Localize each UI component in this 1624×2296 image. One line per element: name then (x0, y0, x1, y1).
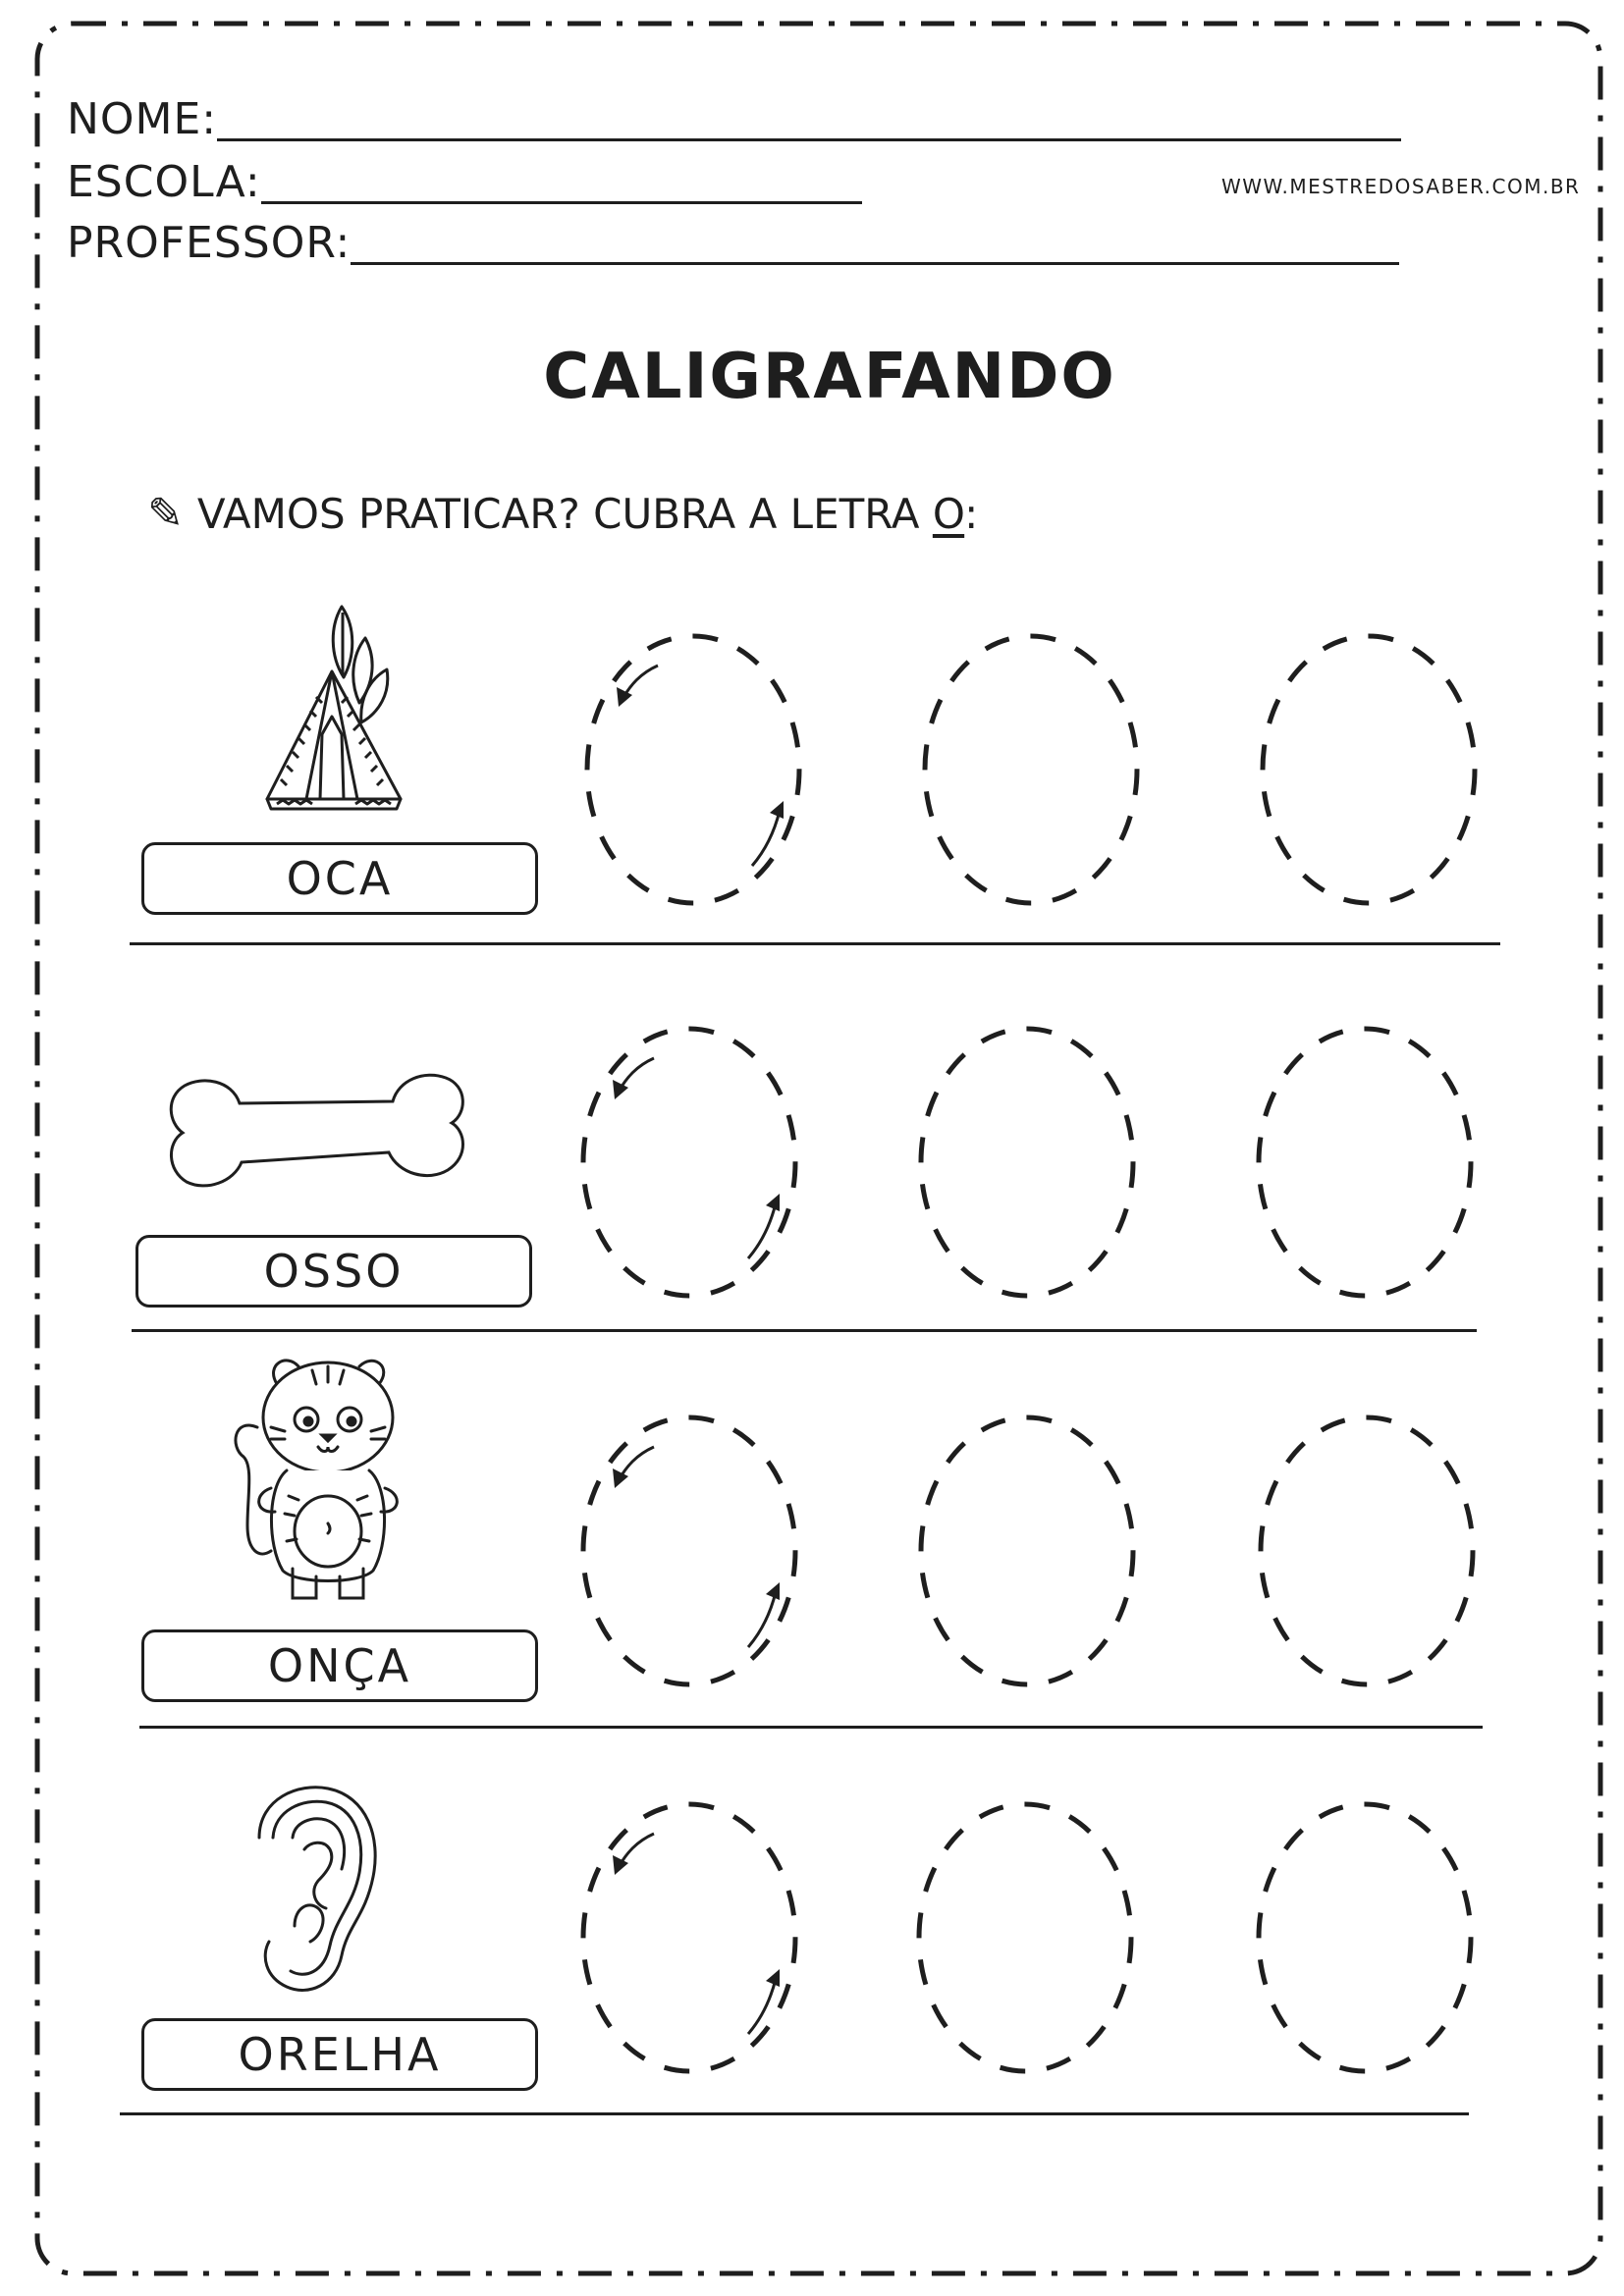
word-box-onca: ONÇA (141, 1629, 538, 1702)
instruction-letter: O (932, 490, 965, 538)
name-label: NOME: (67, 94, 218, 144)
bone-icon (163, 1072, 473, 1200)
trace-letter-o-guided[interactable] (558, 1406, 813, 1700)
school-field[interactable] (67, 157, 862, 207)
word-box-orelha: ORELHA (141, 2018, 538, 2091)
teepee-icon (253, 587, 410, 823)
trace-letter-o[interactable] (907, 1792, 1143, 2087)
trace-letter-o[interactable] (1251, 624, 1487, 919)
word-box-osso: OSSO (135, 1235, 532, 1308)
row-divider (132, 1329, 1477, 1332)
row-divider (120, 2112, 1469, 2115)
teacher-label: PROFESSOR: (67, 218, 352, 268)
teacher-blank[interactable] (351, 223, 1399, 265)
page-title: CALIGRAFANDO (543, 341, 1116, 413)
teacher-field[interactable] (67, 218, 1399, 268)
website-url: WWW.MESTREDOSABER.COM.BR (1221, 175, 1581, 198)
pencil-icon: ✎ (147, 489, 184, 539)
instruction (147, 489, 979, 539)
trace-letter-o-guided[interactable] (562, 624, 817, 919)
trace-letter-o[interactable] (1247, 1792, 1483, 2087)
trace-letter-o[interactable] (1247, 1017, 1483, 1311)
school-label: ESCOLA: (67, 157, 261, 207)
row-divider (130, 942, 1500, 945)
row-divider (139, 1726, 1483, 1729)
trace-letter-o-guided[interactable] (558, 1792, 813, 2087)
ear-icon (240, 1779, 387, 2001)
name-blank[interactable] (217, 99, 1401, 141)
school-blank[interactable] (261, 162, 862, 204)
word-box-oca: OCA (141, 842, 538, 915)
trace-letter-o-guided[interactable] (558, 1017, 813, 1311)
instruction-text: VAMOS PRATICAR? CUBRA A LETRA (196, 490, 933, 538)
trace-letter-o[interactable] (1249, 1406, 1485, 1700)
instruction-suffix: : (964, 490, 979, 538)
trace-letter-o[interactable] (913, 624, 1149, 919)
jaguar-icon (228, 1349, 424, 1610)
trace-letter-o[interactable] (909, 1406, 1145, 1700)
name-field[interactable] (67, 94, 1401, 144)
trace-letter-o[interactable] (909, 1017, 1145, 1311)
